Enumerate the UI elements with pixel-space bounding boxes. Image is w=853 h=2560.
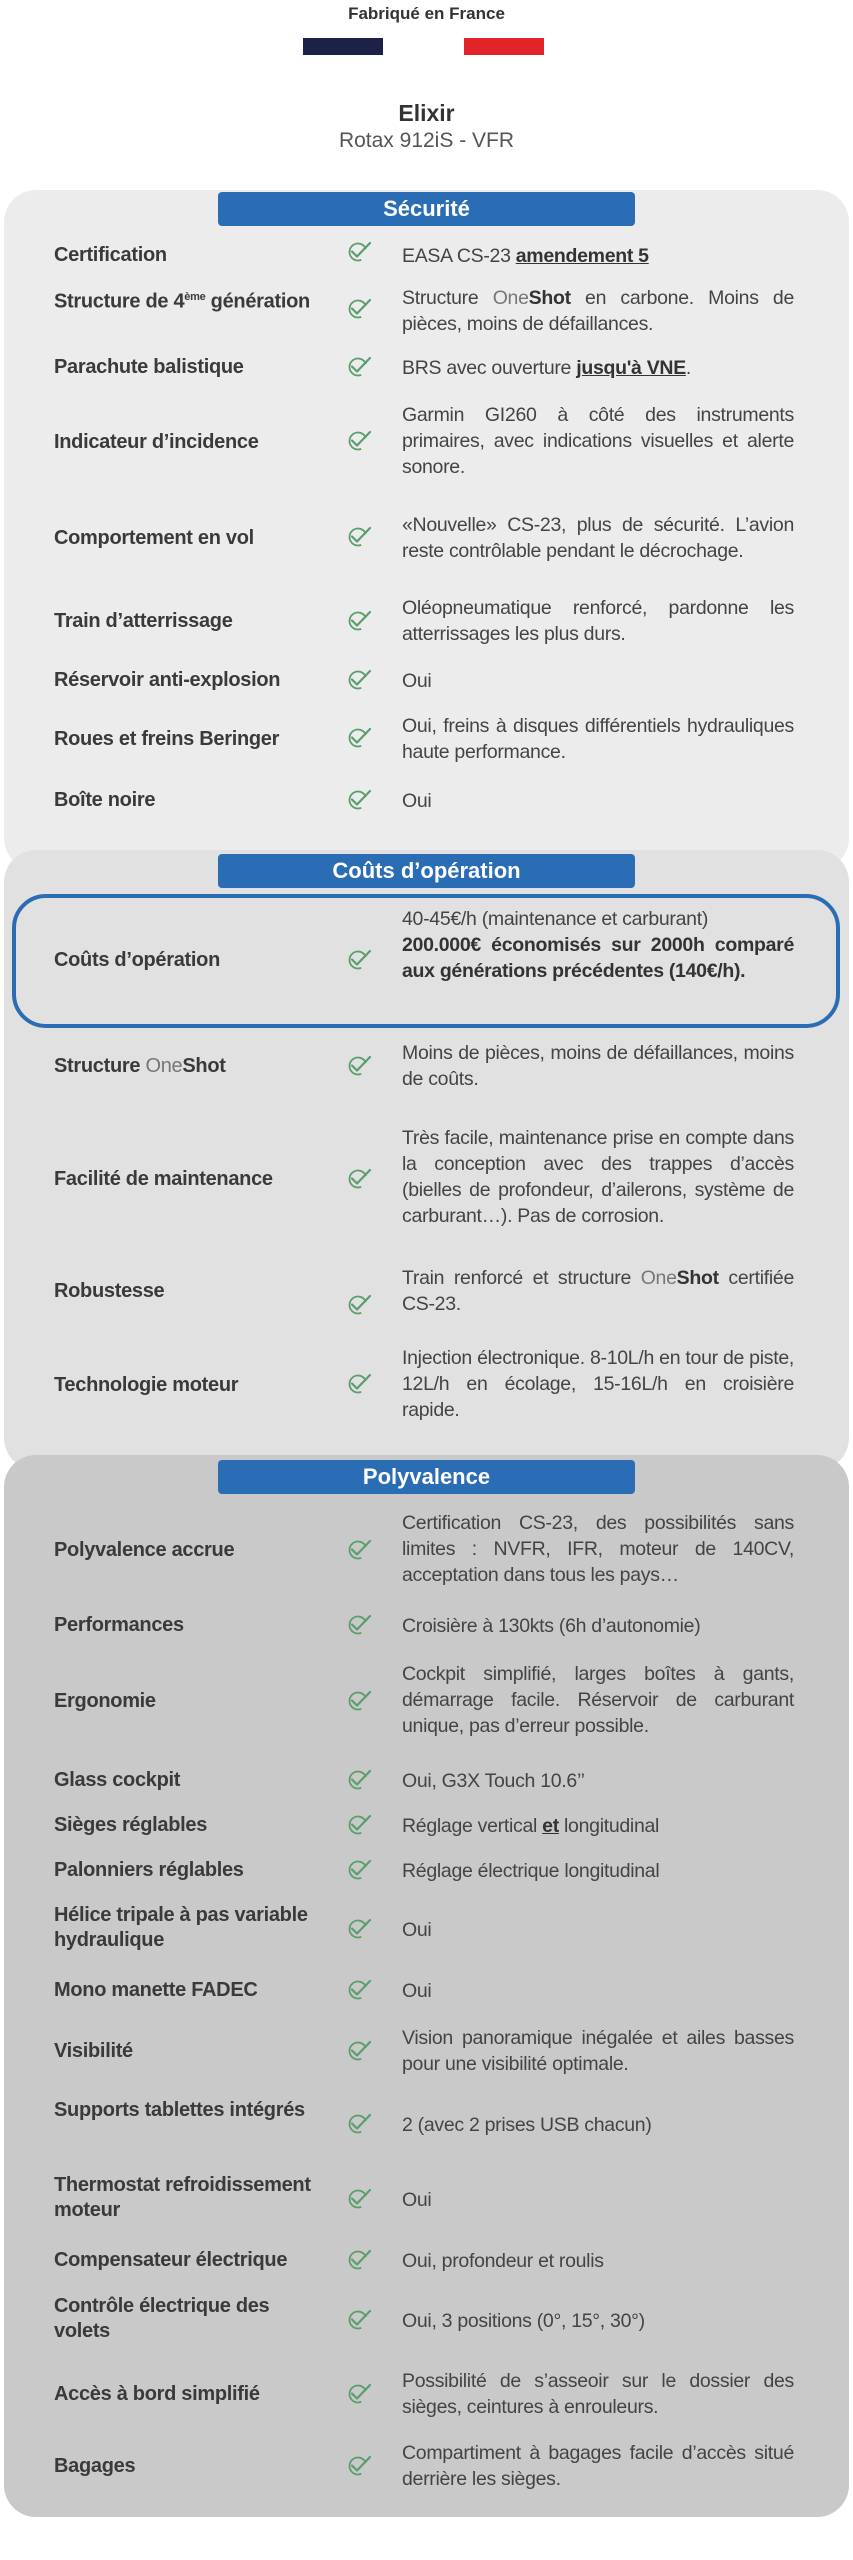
- check-icon: [347, 948, 373, 970]
- check-icon: [347, 429, 373, 451]
- check-icon: [347, 2382, 373, 2404]
- row-label: Train d’atterrissage: [54, 610, 233, 632]
- row-label: Ergonomie: [54, 1690, 156, 1712]
- product-name: Elixir: [398, 100, 455, 126]
- row-label: Accès à bord simplifié: [54, 2383, 260, 2405]
- check-icon: [347, 2308, 373, 2330]
- row-label: Compensateur électrique: [54, 2249, 288, 2271]
- row-value: «Nouvelle» CS-23, plus de sécurité. L’avion reste contrôlable pendant le décrochage.: [402, 514, 794, 562]
- check-icon: [347, 1858, 373, 1880]
- row-label: Visibilité: [54, 2040, 133, 2062]
- row-value: Oui: [402, 1980, 432, 2002]
- row-label: Performances: [54, 1614, 184, 1636]
- row-value: Possibilité de s’asseoir sur le dossier des sièges, ceintures à enrouleurs.: [402, 2370, 794, 2418]
- row-label: Comportement en vol: [54, 527, 254, 549]
- row-value: BRS avec ouverture jusqu'à VNE.: [402, 357, 692, 379]
- row-value: Croisière à 130kts (6h d’autonomie): [402, 1615, 701, 1637]
- row-label: Certification: [54, 244, 167, 266]
- check-icon: [347, 355, 373, 377]
- row-label: Structure de 4ème génération: [54, 290, 310, 313]
- row-value: Oui, G3X Touch 10.6’’: [402, 1770, 585, 1792]
- row-value: Oui, 3 positions (0°, 15°, 30°): [402, 2310, 645, 2332]
- row-label: Mono manette FADEC: [54, 1979, 258, 2001]
- row-label: Hélice tripale à pas variable hydraulique: [54, 1904, 308, 1951]
- row-value: Oui, freins à disques différentiels hydrauliques haute performance.: [402, 715, 794, 763]
- row-label: Boîte noire: [54, 789, 156, 811]
- row-label: Supports tablettes intégrés: [54, 2099, 305, 2121]
- row-label: Palonniers réglables: [54, 1859, 244, 1881]
- check-icon: [347, 1768, 373, 1790]
- row-value: Oui: [402, 670, 432, 692]
- row-value: Garmin GI260 à côté des instruments primaires, avec indications visuelles et alerte sonore.: [402, 404, 794, 478]
- check-icon: [347, 2454, 373, 2476]
- check-icon: [347, 2187, 373, 2209]
- row-label: Sièges réglables: [54, 1814, 208, 1836]
- row-value: 2 (avec 2 prises USB chacun): [402, 2114, 652, 2136]
- check-icon: [347, 525, 373, 547]
- check-icon: [347, 668, 373, 690]
- row-label: Roues et freins Beringer: [54, 728, 280, 750]
- row-value: Oléopneumatique renforcé, pardonne les atterrissages les plus durs.: [402, 597, 794, 645]
- check-icon: [347, 1167, 373, 1189]
- check-icon: [347, 1813, 373, 1835]
- check-icon: [347, 297, 373, 319]
- check-icon: [347, 1372, 373, 1394]
- row-value: Train renforcé et structure OneShot certifiée CS-23.: [402, 1267, 794, 1315]
- row-label: Réservoir anti-explosion: [54, 669, 281, 691]
- row-label: Parachute balistique: [54, 356, 244, 378]
- header: [0, 0, 853, 192]
- section-title-couts: Coûts d’opération: [218, 854, 635, 888]
- check-icon: [347, 726, 373, 748]
- row-value: Certification CS-23, des possibilités sans limites : NVFR, IFR, moteur de 140CV, acceptation dans tous les pays…: [402, 1512, 794, 1586]
- flag-blue-stripe: [303, 38, 383, 55]
- row-value: EASA CS-23 amendement 5: [402, 245, 649, 267]
- section-title-securite: Sécurité: [218, 192, 635, 226]
- check-icon: [347, 2112, 373, 2134]
- check-icon: [347, 1689, 373, 1711]
- row-value: Structure OneShot en carbone. Moins de pièces, moins de défaillances.: [402, 287, 794, 335]
- check-icon: [347, 1613, 373, 1635]
- row-label: Coûts d’opération: [54, 949, 221, 971]
- row-value: Réglage électrique longitudinal: [402, 1860, 660, 1882]
- row-value: Oui: [402, 2189, 432, 2211]
- row-label: Polyvalence accrue: [54, 1539, 235, 1561]
- row-value: Vision panoramique inégalée et ailes basses pour une visibilité optimale.: [402, 2027, 794, 2075]
- row-label: Glass cockpit: [54, 1769, 181, 1791]
- row-value: Oui: [402, 1919, 432, 1941]
- row-value: Oui: [402, 790, 432, 812]
- row-value: Très facile, maintenance prise en compte dans la conception avec des trappes d’accès (bielles de profondeur, d’ailerons, système de carburant…). Pas de corrosion.: [402, 1127, 794, 1227]
- row-value: Réglage vertical et longitudinal: [402, 1815, 660, 1837]
- check-icon: [347, 788, 373, 810]
- row-label: Technologie moteur: [54, 1374, 239, 1396]
- row-label: Contrôle électrique des volets: [54, 2295, 270, 2342]
- row-label: Bagages: [54, 2455, 136, 2477]
- row-label: Thermostat refroidissement moteur: [54, 2174, 311, 2221]
- row-label: Robustesse: [54, 1280, 165, 1302]
- check-icon: [347, 1054, 373, 1076]
- made-in-label: Fabriqué en France: [348, 4, 505, 23]
- row-value: Cockpit simplifié, larges boîtes à gants, démarrage facile. Réservoir de carburant unique, pas d’erreur possible.: [402, 1663, 794, 1737]
- row-value: Compartiment à bagages facile d’accès situé derrière les sièges.: [402, 2442, 794, 2490]
- row-value: Injection électronique. 8-10L/h en tour de piste, 12L/h en écolage, 15-16L/h en croisière rapide.: [402, 1347, 794, 1421]
- row-value: Moins de pièces, moins de défaillances, moins de coûts.: [402, 1042, 794, 1090]
- row-label: Indicateur d’incidence: [54, 431, 259, 453]
- row-value: Oui, profondeur et roulis: [402, 2250, 604, 2272]
- check-icon: [347, 1293, 373, 1315]
- row-value: 40-45€/h (maintenance et carburant) 200.000€ économisés sur 2000h comparé aux générations précédentes (140€/h).: [402, 908, 794, 982]
- row-label: Facilité de maintenance: [54, 1168, 273, 1190]
- check-icon: [347, 2039, 373, 2061]
- engine-name: Rotax 912iS - VFR: [338, 129, 515, 152]
- flag-red-stripe: [464, 38, 544, 55]
- section-title-polyvalence: Polyvalence: [218, 1460, 635, 1494]
- row-label: Structure OneShot: [54, 1055, 226, 1077]
- check-icon: [347, 2248, 373, 2270]
- check-icon: [347, 240, 373, 262]
- check-icon: [347, 1978, 373, 2000]
- check-icon: [347, 1917, 373, 1939]
- check-icon: [347, 1538, 373, 1560]
- check-icon: [347, 609, 373, 631]
